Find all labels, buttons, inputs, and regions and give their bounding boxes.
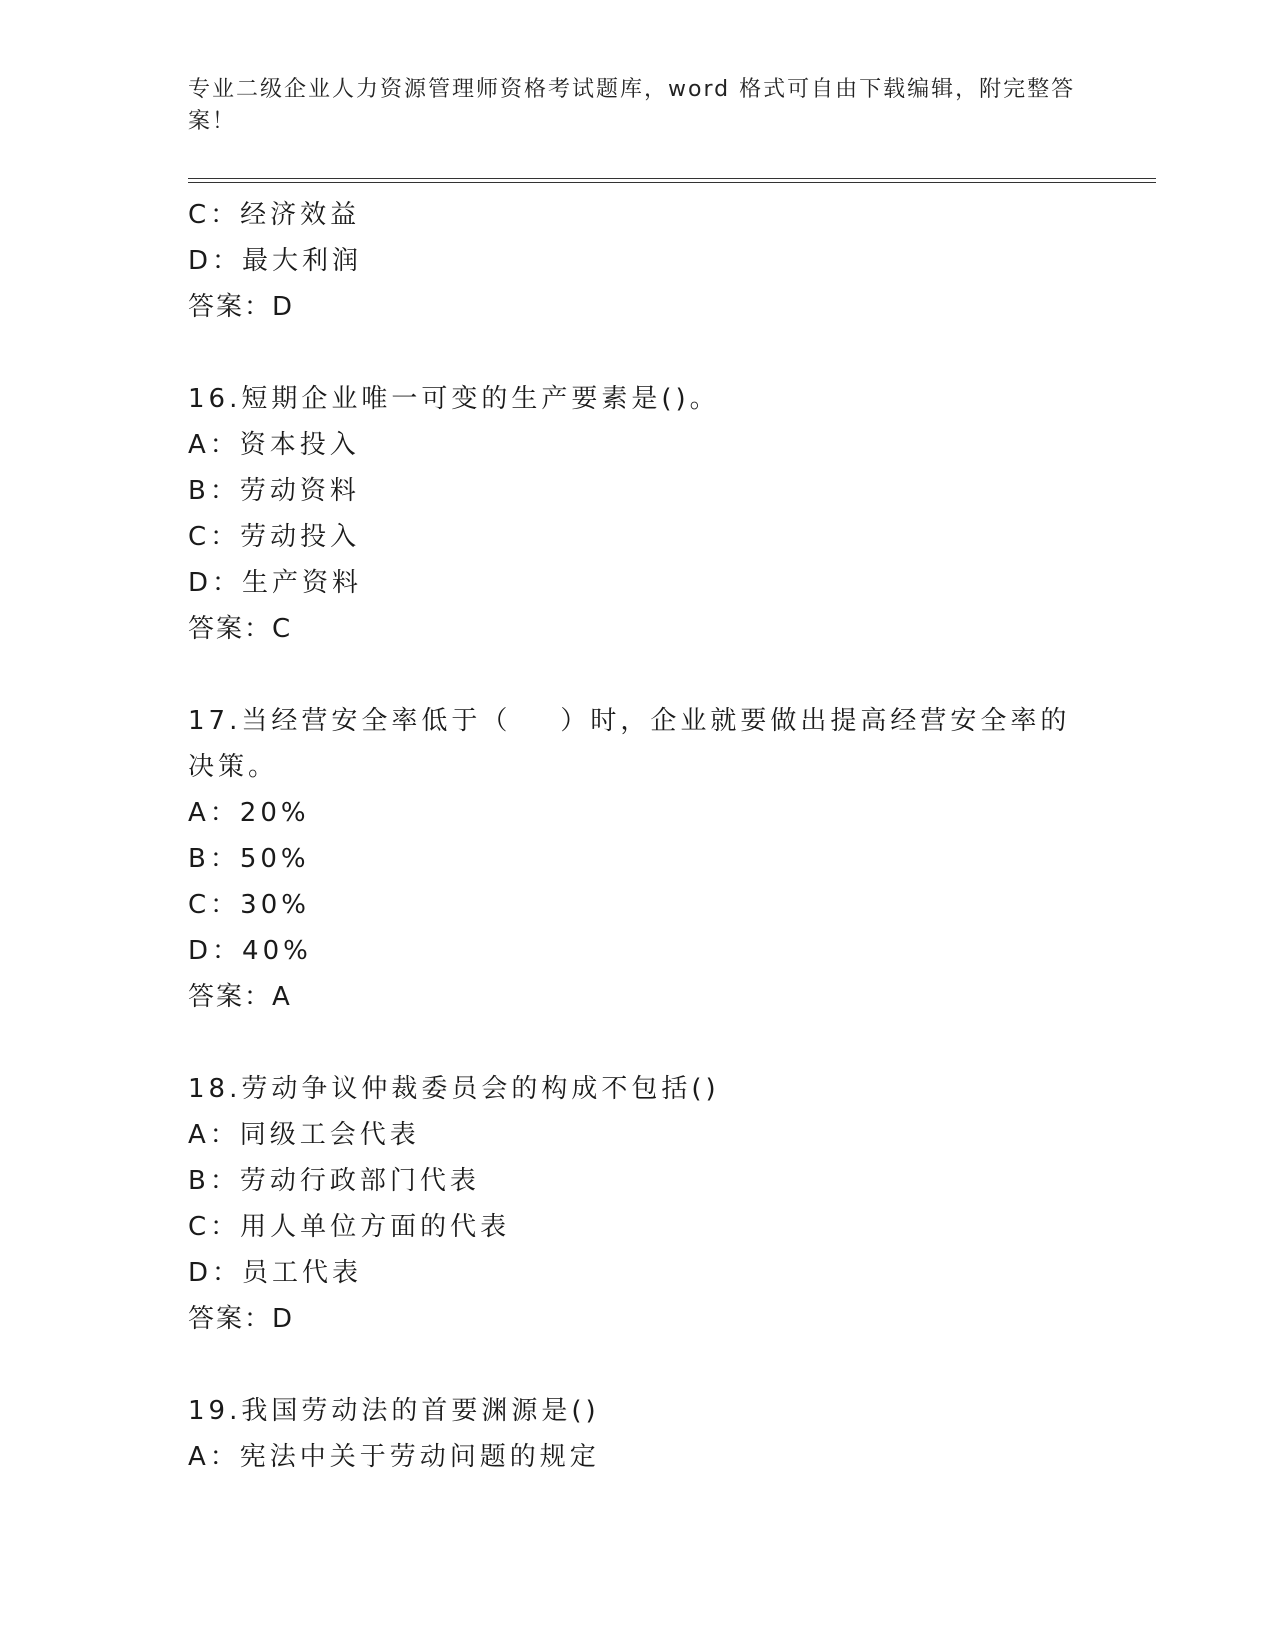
question-16 [188, 376, 1088, 652]
option-d: D：生产资料 [188, 568, 363, 598]
answer-label: 答案：A [188, 982, 292, 1012]
option-b: B：50% [188, 844, 310, 874]
answer-label: 答案：C [188, 614, 293, 644]
option-a: A：同级工会代表 [188, 1120, 420, 1150]
spacer [188, 652, 1088, 698]
document-body [188, 192, 1088, 1480]
option-b: B：劳动行政部门代表 [188, 1166, 480, 1196]
spacer [188, 1342, 1088, 1388]
option-d: D：40% [188, 936, 312, 966]
option-a: A：资本投入 [188, 430, 360, 460]
question-text: 17.当经营安全率低于（ ）时，企业就要做出提高经营安全率的决策。 [188, 706, 1071, 782]
option-c: C：用人单位方面的代表 [188, 1212, 511, 1242]
option-c: C：经济效益 [188, 200, 361, 230]
option-d: D：最大利润 [188, 246, 363, 276]
option-a: A：宪法中关于劳动问题的规定 [188, 1442, 600, 1472]
question-text: 16.短期企业唯一可变的生产要素是()。 [188, 384, 720, 414]
answer-label: 答案：D [188, 292, 295, 322]
option-b: B：劳动资料 [188, 476, 360, 506]
spacer [188, 330, 1088, 376]
document-header: 专业二级企业人力资源管理师资格考试题库，word 格式可自由下载编辑，附完整答案！ [188, 77, 1076, 134]
question-text: 18.劳动争议仲裁委员会的构成不包括() [188, 1074, 720, 1104]
question-text: 19.我国劳动法的首要渊源是() [188, 1396, 600, 1426]
header-divider [188, 178, 1156, 183]
answer-label: 答案：D [188, 1304, 295, 1334]
option-c: C：30% [188, 890, 310, 920]
spacer [188, 1020, 1088, 1066]
option-a: A：20% [188, 798, 310, 828]
question-18 [188, 1066, 1088, 1342]
option-c: C：劳动投入 [188, 522, 361, 552]
question-19 [188, 1388, 1088, 1480]
option-d: D：员工代表 [188, 1258, 363, 1288]
question-17 [188, 698, 1088, 1020]
